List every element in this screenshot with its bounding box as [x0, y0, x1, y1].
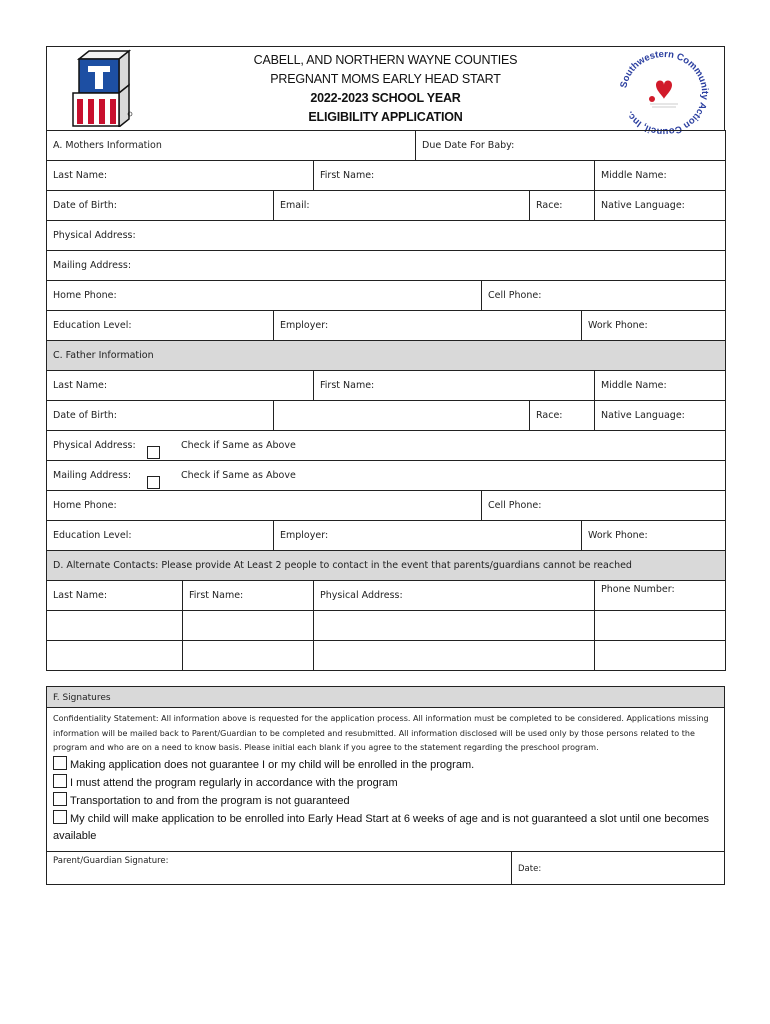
alt-first-name-header: First Name:	[183, 581, 314, 611]
father-race-field[interactable]: Race:	[530, 401, 595, 431]
alt-cell[interactable]	[314, 611, 595, 641]
same-as-above-label-1: Check if Same as Above	[181, 440, 296, 451]
father-language-field[interactable]: Native Language:	[595, 401, 726, 431]
agreement-checkbox[interactable]	[53, 792, 67, 806]
mother-language-field[interactable]: Native Language:	[595, 191, 726, 221]
mother-first-name-field[interactable]: First Name:	[314, 161, 595, 191]
same-as-above-checkbox-2[interactable]	[147, 476, 160, 489]
alt-cell[interactable]	[595, 611, 726, 641]
form-header	[46, 46, 725, 137]
agreement-checkbox[interactable]	[53, 774, 67, 788]
mother-education-field[interactable]: Education Level:	[47, 311, 274, 341]
application-form	[46, 130, 726, 671]
signatures-section-title: F. Signatures	[47, 687, 724, 708]
confidentiality-statement: Confidentiality Statement: All information above is requested for the application process. All information must be completed to be considered. Applications missing information will be mailed back to Parent/Guardian to be completed and resubmitted. All information disclosed will be used only by those persons related to the program and who are on a need to know basis. Please initial each blank if you agree to the statement regarding the preschool program.	[53, 714, 709, 752]
alt-cell[interactable]	[47, 611, 183, 641]
alt-cell[interactable]	[183, 611, 314, 641]
agreement-text: Making application does not guarantee I or my child will be enrolled in the program.	[70, 758, 475, 771]
alternate-section-title: D. Alternate Contacts: Please provide At Least 2 people to contact in the event that parents/guardians cannot be reached	[47, 551, 726, 581]
father-employer-field[interactable]: Employer:	[274, 521, 582, 551]
mother-cell-phone-field[interactable]: Cell Phone:	[482, 281, 726, 311]
mother-physical-address-field[interactable]: Physical Address:	[47, 221, 726, 251]
title-line-3: 2022-2023 SCHOOL YEAR	[310, 91, 461, 105]
father-home-phone-field[interactable]: Home Phone:	[47, 491, 482, 521]
agreement-item	[53, 792, 724, 810]
mother-dob-field[interactable]: Date of Birth:	[47, 191, 274, 221]
agreement-text: I must attend the program regularly in accordance with the program	[70, 776, 398, 789]
same-as-above-label-2: Check if Same as Above	[181, 470, 296, 481]
title-line-1: CABELL, AND NORTHERN WAYNE COUNTIES	[253, 53, 518, 67]
mother-race-field[interactable]: Race:	[530, 191, 595, 221]
alt-phone-header: Phone Number:	[595, 581, 726, 611]
father-last-name-field[interactable]: Last Name:	[47, 371, 314, 401]
alt-cell[interactable]	[314, 641, 595, 671]
agreement-text: Transportation to and from the program is not guaranteed	[70, 794, 350, 807]
mother-work-phone-field[interactable]: Work Phone:	[582, 311, 726, 341]
mother-employer-field[interactable]: Employer:	[274, 311, 582, 341]
father-blank-field[interactable]	[274, 401, 530, 431]
alt-last-name-header: Last Name:	[47, 581, 183, 611]
mother-section-title: A. Mothers Information	[47, 131, 416, 161]
father-first-name-field[interactable]: First Name:	[314, 371, 595, 401]
agreement-text: My child will make application to be enrolled into Early Head Start at 6 weeks of age and is not guaranteed a slot until one becomes available	[53, 812, 709, 842]
alt-cell[interactable]	[183, 641, 314, 671]
date-field[interactable]: Date:	[518, 864, 542, 874]
title-line-4: ELIGIBILITY APPLICATION	[308, 110, 463, 124]
father-physical-address-label: Physical Address:	[53, 440, 136, 451]
due-date-field[interactable]: Due Date For Baby:	[416, 131, 726, 161]
title-line-2: PREGNANT MOMS EARLY HEAD START	[270, 72, 501, 86]
father-education-field[interactable]: Education Level:	[47, 521, 274, 551]
mother-email-field[interactable]: Email:	[274, 191, 530, 221]
same-as-above-checkbox-1[interactable]	[147, 446, 160, 459]
father-cell-phone-field[interactable]: Cell Phone:	[482, 491, 726, 521]
mother-home-phone-field[interactable]: Home Phone:	[47, 281, 482, 311]
agreement-list	[47, 756, 724, 845]
scac-logo	[604, 49, 724, 141]
alt-address-header: Physical Address:	[314, 581, 595, 611]
father-mailing-address-label: Mailing Address:	[53, 470, 132, 481]
signatures-section	[46, 686, 725, 885]
signature-row	[47, 851, 724, 884]
mother-middle-name-field[interactable]: Middle Name:	[595, 161, 726, 191]
mother-last-name-field[interactable]: Last Name:	[47, 161, 314, 191]
father-dob-field[interactable]: Date of Birth:	[47, 401, 274, 431]
father-section-title: C. Father Information	[47, 341, 726, 371]
mother-mailing-address-field[interactable]: Mailing Address:	[47, 251, 726, 281]
agreement-item	[53, 810, 724, 845]
father-physical-address-field[interactable]	[47, 431, 726, 461]
parent-signature-field[interactable]: Parent/Guardian Signature:	[53, 856, 169, 866]
alt-cell[interactable]	[47, 641, 183, 671]
father-work-phone-field[interactable]: Work Phone:	[582, 521, 726, 551]
agreement-item	[53, 774, 724, 792]
alt-cell[interactable]	[595, 641, 726, 671]
agreement-checkbox[interactable]	[53, 756, 67, 770]
father-mailing-address-field[interactable]	[47, 461, 726, 491]
father-middle-name-field[interactable]: Middle Name:	[595, 371, 726, 401]
agreement-item	[53, 756, 724, 774]
scac-logo-text: Southwestern Community Action Council, Inc.	[618, 49, 711, 137]
agreement-checkbox[interactable]	[53, 810, 67, 824]
signature-divider	[511, 852, 512, 884]
